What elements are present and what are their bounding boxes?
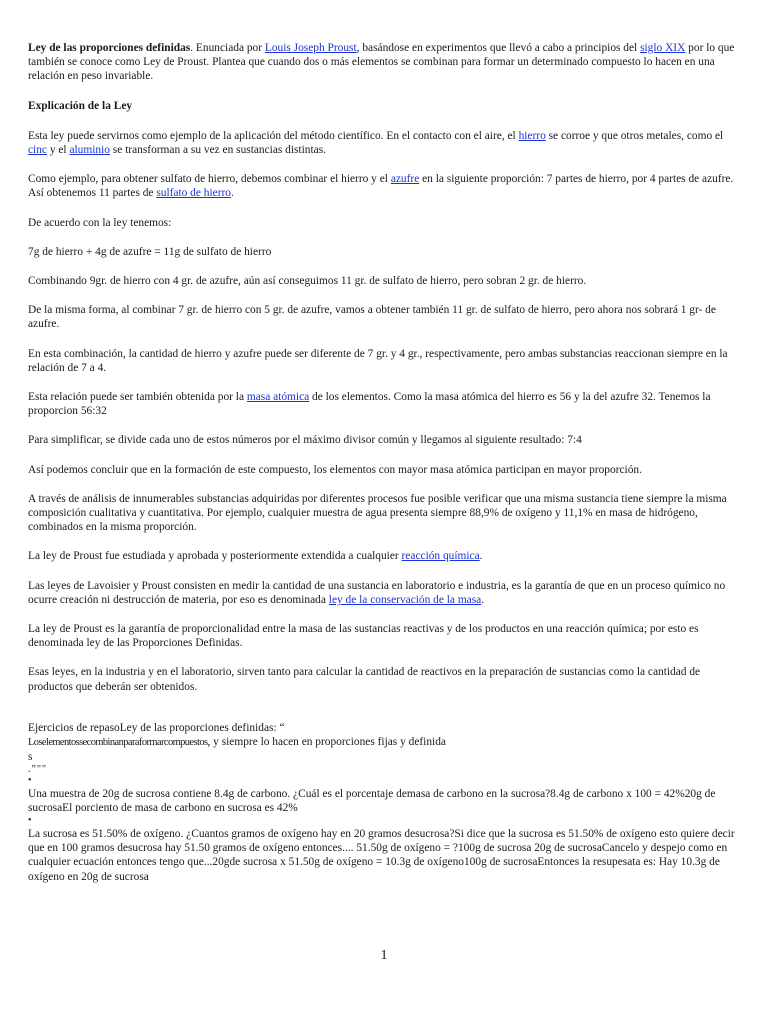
text-span: , basándose en experimentos que llevó a cabo a principios del — [356, 42, 641, 54]
paragraph-analisis: A través de análisis de innumerables substancias adquiridas por diferentes procesos fue posible verificar que una misma sustancia tiene siempre la misma composición cualitativa y cuantitativa. Por ejemplo, cualquier muestra de agua presenta siempre 88,9% de oxígeno y 11,1% en masa de hidrógeno, combinados en la misma proporción. — [28, 492, 727, 534]
bullet-icon: • — [28, 814, 32, 826]
paragraph-masa-atomica — [28, 390, 744, 418]
condensed-text: Loselementossecombinanparaformarcompuestos — [28, 737, 208, 749]
exercise-question-2: La sucrosa es 51.50% de oxígeno. ¿Cuantos gramos de oxígeno hay en 20 gramos desucrosa?Si dice que la sucrosa es 51.50% de oxígeno esto quiere decir que en 100 gramos desucrosa hay 51.50 gramos de oxígeno entonces.... 51.50g de oxígeno = ?100g de sucrosa 20g de sucrosaCancelo y despejo como en cualquier ecuación entonces tengo que...20gde sucrosa x 51.50g de oxígeno = 10.3g de oxígeno100g de sucrosaEntonces la resupesata es: Hay 10.3g de oxígeno en 20g de sucrosa — [28, 827, 735, 883]
link-conservacion-masa[interactable]: ley de la conservación de la masa — [328, 593, 482, 606]
text-span: en la siguiente proporción: 7 partes de hierro, por 4 partes de azufre. Así obtenemos 11 partes de — [28, 173, 734, 200]
paragraph-concluir: Así podemos concluir que en la formación de este compuesto, los elementos con mayor masa atómica participan en mayor proporción. — [28, 463, 642, 476]
paragraph-garantia: La ley de Proust es la garantía de proporcionalidad entre la masa de las sustancias reactivas y de los productos en una reacción química; por esto es denominada ley de las Proporciones Definidas. — [28, 623, 699, 650]
bullet-icon: • — [28, 774, 32, 786]
law-title: Ley de las proporciones definidas — [28, 42, 191, 54]
exercise-question-1: Una muestra de 20g de sucrosa contiene 8.4g de carbono. ¿Cuál es el porcentaje demasa de carbono en la sucrosa?8.4g de carbono x 100 = 42%20g de sucrosaEl porciento de masa de carbono en sucrosa es 42% — [28, 787, 716, 814]
exercises-fragment: s — [28, 751, 33, 764]
link-sulfato-de-hierro[interactable]: sulfato de hierro — [156, 187, 231, 200]
text-span: se transforman a su vez en sustancias distintas. — [109, 144, 327, 157]
page-number: 1 — [380, 948, 388, 963]
paragraph-simplificar: Para simplificar, se divide cada uno de estos números por el máximo divisor común y llegamos al siguiente resultado: 7:4 — [28, 434, 582, 447]
link-hierro[interactable]: hierro — [518, 129, 546, 142]
link-azufre[interactable]: azufre — [390, 173, 420, 186]
paragraph-ejemplo-sulfato — [28, 172, 744, 200]
text-span: por lo que también se conoce como Ley de Proust. Plantea que cuando dos o más elementos se combinan para formar un determinado compuesto lo hacen en una relación en peso invariable. — [28, 42, 735, 83]
section-heading: Explicación de la Ley — [28, 99, 133, 112]
exercises-section — [28, 721, 744, 884]
intro-paragraph — [28, 41, 744, 84]
link-reaccion-quimica[interactable]: reacción química — [401, 550, 480, 563]
link-aluminio[interactable]: aluminio — [69, 144, 110, 157]
paragraph-esas-leyes: Esas leyes, en la industria y en el laboratorio, sirven tanto para calcular la cantidad de reactivos en la preparación de sustancias como la cantidad de productos que deberán ser obtenidos. — [28, 666, 701, 693]
text-span: . — [230, 187, 234, 200]
paragraph-ley-proust-estudiada — [28, 549, 744, 563]
text-span: . Enunciada por — [190, 42, 265, 54]
paragraph-de-acuerdo: De acuerdo con la ley tenemos: — [28, 216, 172, 229]
paragraph-lavoisier-proust — [28, 579, 744, 607]
paragraph-misma-forma: De la misma forma, al combinar 7 gr. de hierro con 5 gr. de azufre, vamos a obtener también 11 gr. de sulfato de hierro, pero ahora nos sobrará 1 gr- de azufre. — [28, 304, 716, 331]
text-span: y el — [46, 144, 70, 157]
paragraph-metodo-cientifico — [28, 129, 744, 157]
link-cinc[interactable]: cinc — [28, 144, 47, 157]
text-span: Esta ley puede servirnos como ejemplo de la aplicación del método científico. En el contacto con el aire, el — [28, 129, 519, 142]
exercises-heading: Ejercicios de repasoLey de las proporciones definidas: “ — [28, 721, 285, 734]
paragraph-combinando: Combinando 9gr. de hierro con 4 gr. de azufre, aún así conseguimos 11 gr. de sulfato de hierro, pero sobran 2 gr. de hierro. — [28, 275, 587, 288]
paragraph-combinacion: En esta combinación, la cantidad de hierro y azufre puede ser diferente de 7 gr. y 4 gr., respectivamente, pero ambas substancias reaccionan siempre en la relación de 7 a 4. — [28, 347, 728, 374]
text-span: , y siempre lo hacen en proporciones fijas y definida — [207, 736, 446, 749]
text-span: La ley de Proust fue estudiada y aprobada y posteriormente extendida a cualquier — [28, 550, 402, 563]
exercises-definition — [28, 735, 744, 750]
link-masa-atomica[interactable]: masa atómica — [246, 391, 310, 404]
text-span: Las leyes de Lavoisier y Proust consisten en medir la cantidad de una sustancia en laboratorio e industria, es la garantía de que en un proceso químico no ocurre creación ni destrucción de materia, por eso es denominada — [28, 579, 726, 606]
text-span: se corroe y que otros metales, como el — [545, 129, 724, 142]
text-span: Como ejemplo, para obtener sulfato de hierro, debemos combinar el hierro y el — [28, 173, 391, 186]
document-page — [28, 41, 744, 884]
text-span: . — [479, 550, 483, 563]
text-span: Esta relación puede ser también obtenida por la — [28, 391, 247, 404]
link-louis-joseph-proust[interactable]: Louis Joseph Proust — [264, 42, 357, 54]
text-span: . — [481, 593, 485, 606]
exercises-quotes: .”"" — [28, 763, 48, 775]
text-span: de los elementos. Como la masa atómica del hierro es 56 y la del azufre 32. Tenemos la proporcion 56:32 — [28, 391, 711, 418]
link-siglo-xix[interactable]: siglo XIX — [640, 42, 686, 54]
paragraph-ecuacion: 7g de hierro + 4g de azufre = 11g de sulfato de hierro — [28, 245, 272, 258]
